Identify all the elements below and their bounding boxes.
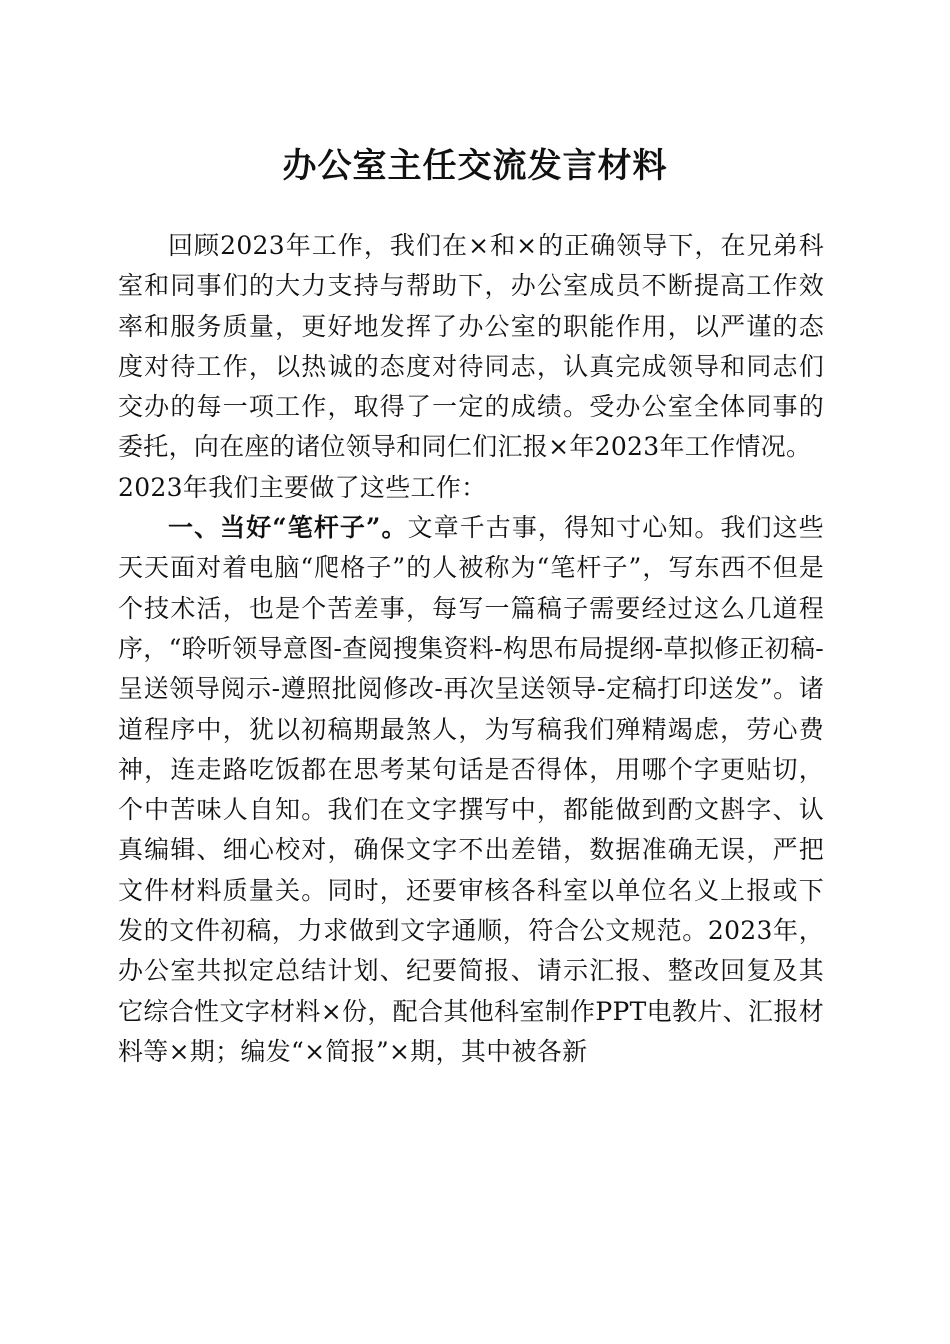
- document-body: [118, 226, 824, 1072]
- section-1-paragraph: [118, 508, 824, 1072]
- document-title: 办公室主任交流发言材料: [282, 146, 668, 186]
- section-1-body: 文章千古事，得知寸心知。我们这些天天面对着电脑“爬格子”的人被称为“笔杆子”，写东西不但是个技术活，也是个苦差事，每写一篇稿子需要经过这么几道程序，“聆听领导意图-查阅搜集资料-构思布局提纲-草拟修正初稿-呈送领导阅示-遵照批阅修改-再次呈送领导-定稿打印送发”。诸道程序中，犹以初稿期最煞人，为写稿我们殚精竭虑，劳心费神，连走路吃饭都在思考某句话是否得体，用哪个字更贴切，个中苦味人自知。我们在文字撰写中，都能做到酌文斟字、认真编辑、细心校对，确保文字不出差错，数据准确无误，严把文件材料质量关。同时，还要审核各科室以单位名义上报或下发的文件初稿，力求做到文字通顺，符合公文规范。2023年，办公室共拟定总结计划、纪要简报、请示汇报、整改回复及其它综合性文字材料×份，配合其他科室制作PPT电教片、汇报材料等×期；编发“×简报”×期，其中被各新: [118, 513, 824, 1066]
- intro-paragraph: 回顾2023年工作，我们在×和×的正确领导下，在兄弟科室和同事们的大力支持与帮助下，办公室成员不断提高工作效率和服务质量，更好地发挥了办公室的职能作用，以严谨的态度对待工作，以热诚的态度对待同志，认真完成领导和同志们交办的每一项工作，取得了一定的成绩。受办公室全体同事的委托，向在座的诸位领导和同仁们汇报×年2023年工作情况。: [118, 231, 824, 462]
- section-1-heading: 一、当好“笔杆子”。: [168, 513, 408, 543]
- intro-tail: 2023年我们主要做了这些工作：: [118, 472, 487, 502]
